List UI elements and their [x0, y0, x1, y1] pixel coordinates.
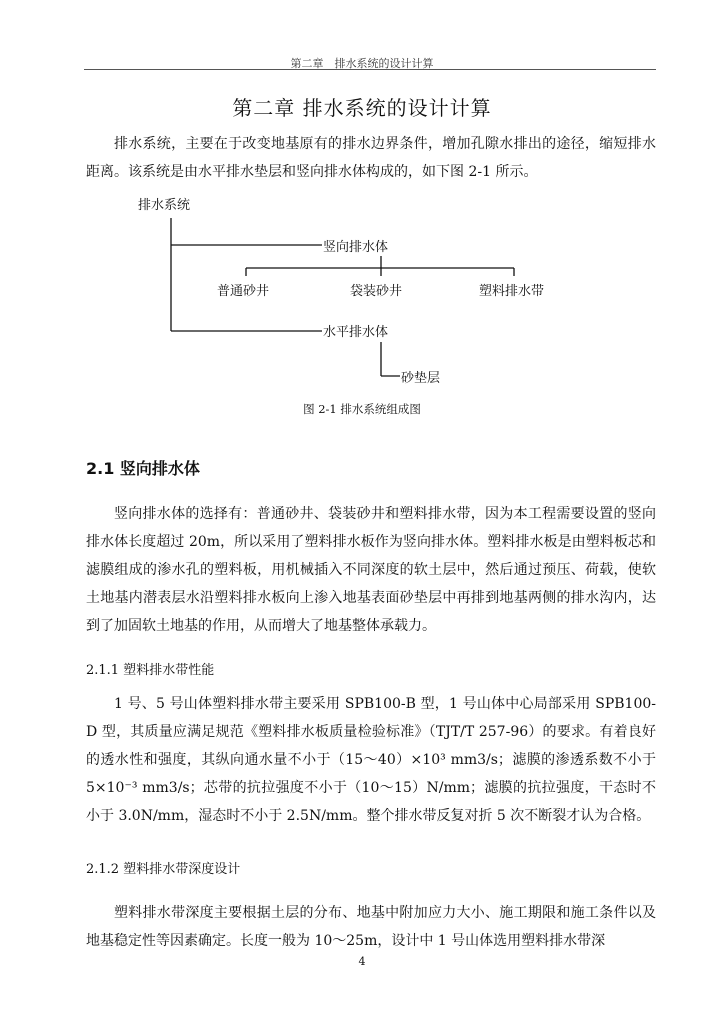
subsection-paragraph: 塑料排水带深度主要根据土层的分布、地基中附加应力大小、施工期限和施工条件以及地基稳定性等因素确定。长度一般为 10～25m，设计中 1 号山体选用塑料排水带深 [86, 905, 656, 949]
subsection-heading: 2.1.1 塑料排水带性能 [86, 663, 215, 678]
diagram-root-label: 排水系统 [138, 198, 191, 213]
subsection-heading: 2.1.2 塑料排水带深度设计 [86, 862, 241, 877]
figure-caption: 图 2-1 排水系统组成图 [303, 402, 421, 416]
page-number: 4 [358, 955, 366, 968]
diagram-horizontal-body-label: 水平排水体 [323, 325, 389, 340]
drainage-system-diagram [0, 190, 724, 390]
diagram-vertical-body-label: 竖向排水体 [323, 240, 389, 255]
chapter-title: 第二章 排水系统的设计计算 [232, 96, 492, 120]
section-heading: 2.1 竖向排水体 [86, 459, 200, 478]
diagram-child-label: 塑料排水带 [479, 284, 545, 299]
diagram-child-label: 普通砂井 [217, 284, 270, 299]
running-head: 第二章 排水系统的设计计算 [290, 57, 434, 70]
header-rule [84, 69, 656, 70]
section-paragraph: 竖向排水体的选择有：普通砂井、袋装砂井和塑料排水带，因为本工程需要设置的竖向排水体长度超过 20m，所以采用了塑料排水板作为竖向排水体。塑料排水板是由塑料板芯和滤膜组成的渗水孔的塑料板，用机械插入不同深度的软土层中，然后通过预压、荷载，使软土地基内潜表层水沿塑料排水板向上渗入地基表面砂垫层中再排到地基两侧的排水沟内，达到了加固软土地基的作用，从而增大了地基整体承载力。 [86, 506, 656, 634]
diagram-child-label: 袋装砂井 [350, 284, 403, 299]
intro-paragraph: 排水系统，主要在于改变地基原有的排水边界条件，增加孔隙水排出的途径，缩短排水距离。该系统是由水平排水垫层和竖向排水体构成的，如下图 2-1 所示。 [86, 136, 656, 180]
diagram-sand-cushion-label: 砂垫层 [401, 371, 441, 386]
subsection-paragraph: 1 号、5 号山体塑料排水带主要采用 SPB100-B 型，1 号山体中心局部采用 SPB100-D 型，其质量应满足规范《塑料排水板质量检验标准》（TJT/T 257-96）的要求。有着良好的透水性和强度，其纵向通水量不小于（15～40）×10³ mm3/s；滤膜的渗透系数不小于 5×10⁻³ mm3/s；芯带的抗拉强度不小于（10～15）N/mm；滤膜的抗拉强度，干态时不小于 3.0N/mm，湿态时不小于 2.5N/mm。整个排水带反复对折 5 次不断裂才认为合格。 [86, 696, 656, 824]
